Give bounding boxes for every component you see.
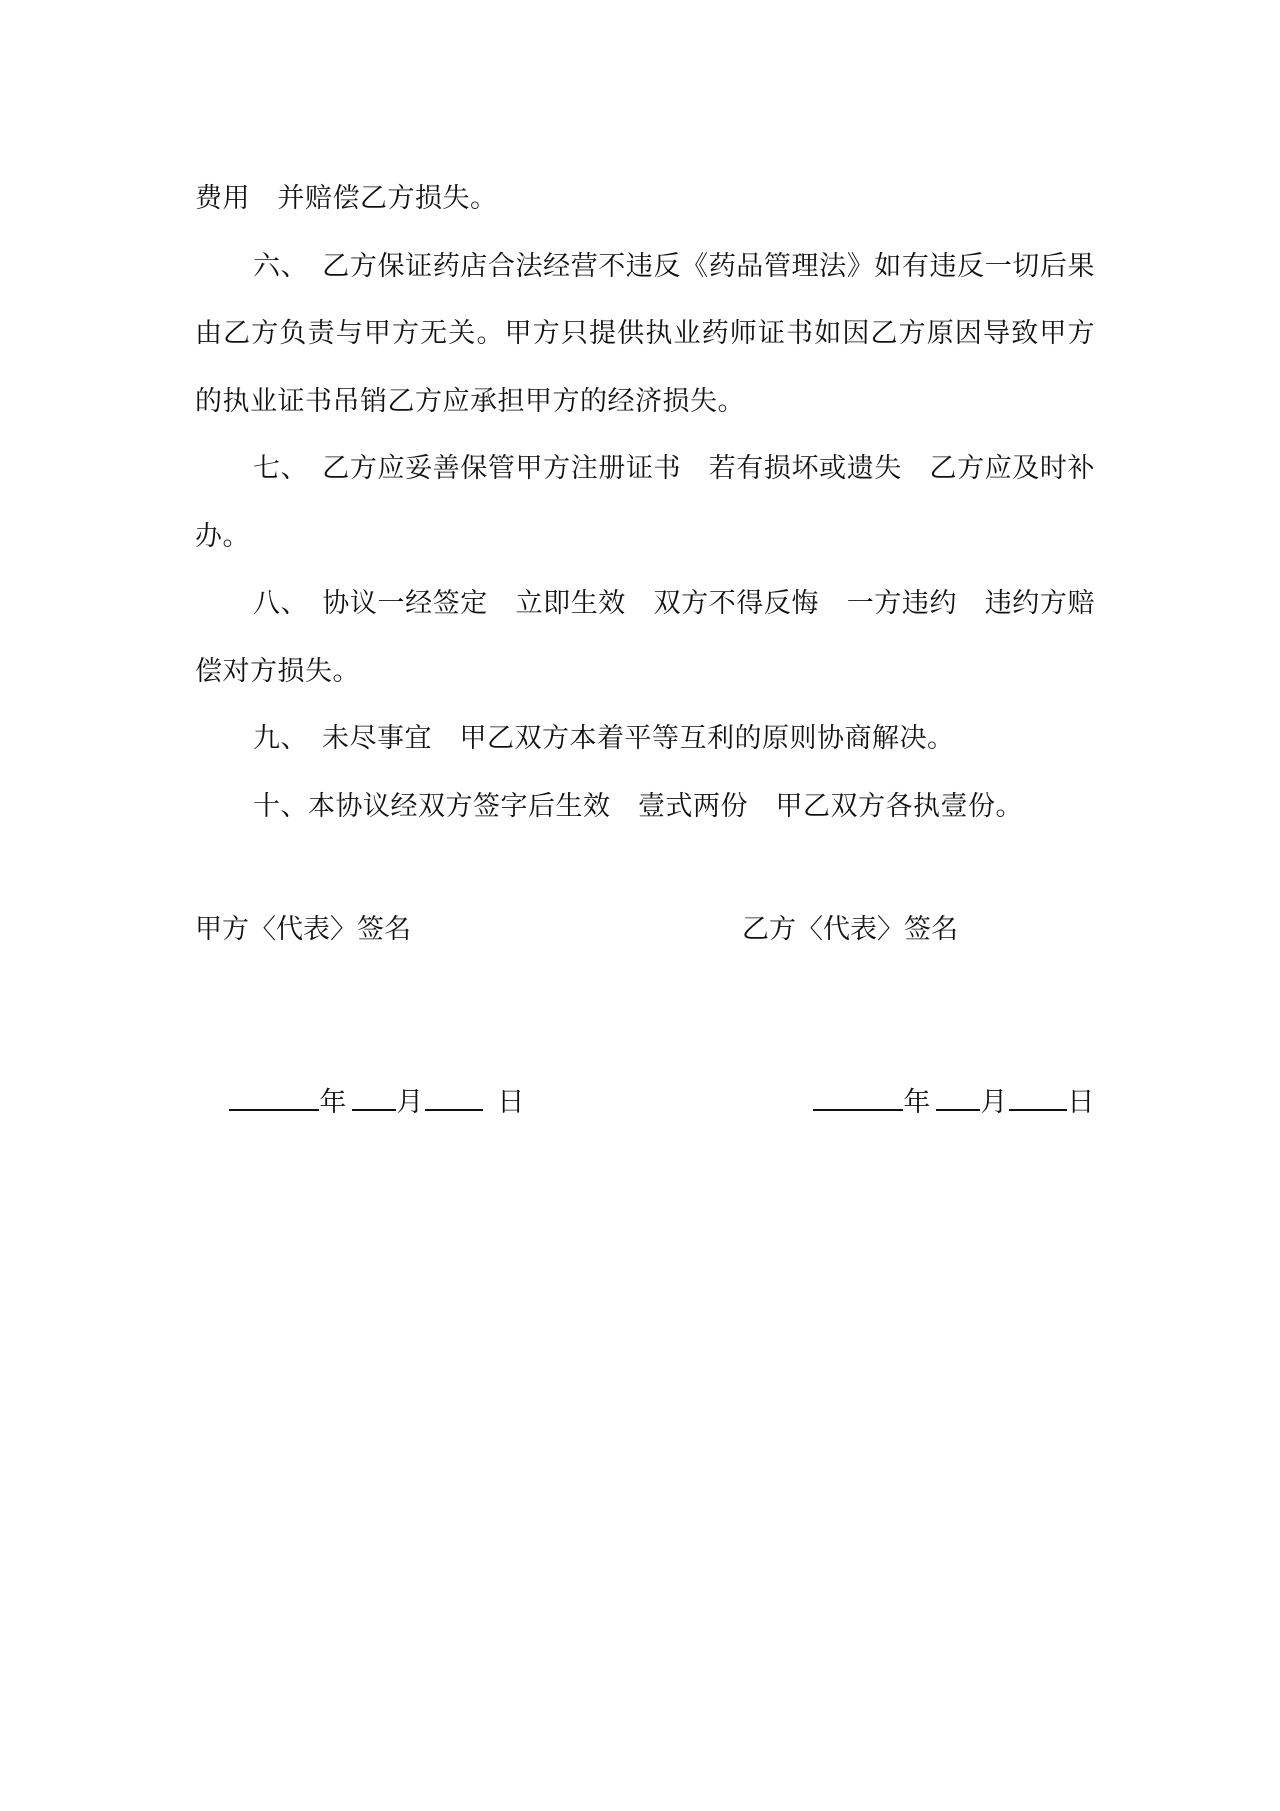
day-blank (425, 1083, 483, 1111)
party-a-date-line (195, 1049, 524, 1154)
clause-7: 七、 乙方应妥善保管甲方注册证书 若有损坏或遗失 乙方应及时补办。 (195, 453, 1095, 552)
agreement-body (195, 165, 1095, 840)
day-label: 日 (1067, 1087, 1095, 1118)
month-label: 月 (980, 1087, 1008, 1118)
clause-8: 八、 协议一经签定 立即生效 双方不得反悔 一方违约 违约方赔偿对方损失。 (195, 588, 1095, 687)
year-blank (229, 1083, 319, 1111)
month-label: 月 (396, 1087, 424, 1118)
clause-6: 六、 乙方保证药店合法经营不违反《药品管理法》如有违反一切后果由乙方负责与甲方无关。甲方只提供执业药师证书如因乙方原因导致甲方的执业证书吊销乙方应承担甲方的经济损失。 (195, 250, 1095, 417)
clause-10: 十、本协议经双方签字后生效 壹式两份 甲乙双方各执壹份。 (253, 790, 1023, 822)
day-gap (483, 1085, 497, 1111)
year-label: 年 (319, 1087, 347, 1118)
party-b-signature-label: 乙方〈代表〉签名 (742, 914, 958, 945)
day-blank (1009, 1083, 1067, 1111)
year-label: 年 (903, 1087, 931, 1118)
month-blank (352, 1083, 396, 1111)
clause-9: 九、 未尽事宜 甲乙双方本着平等互利的原则协商解决。 (253, 723, 955, 754)
paragraph-continuation: 费用 并赔偿乙方损失。 (195, 183, 498, 214)
day-label: 日 (497, 1087, 525, 1118)
month-blank (936, 1083, 980, 1111)
party-a-signature-label: 甲方〈代表〉签名 (195, 914, 411, 945)
year-blank (813, 1083, 903, 1111)
party-b-date-line (779, 1049, 1094, 1154)
